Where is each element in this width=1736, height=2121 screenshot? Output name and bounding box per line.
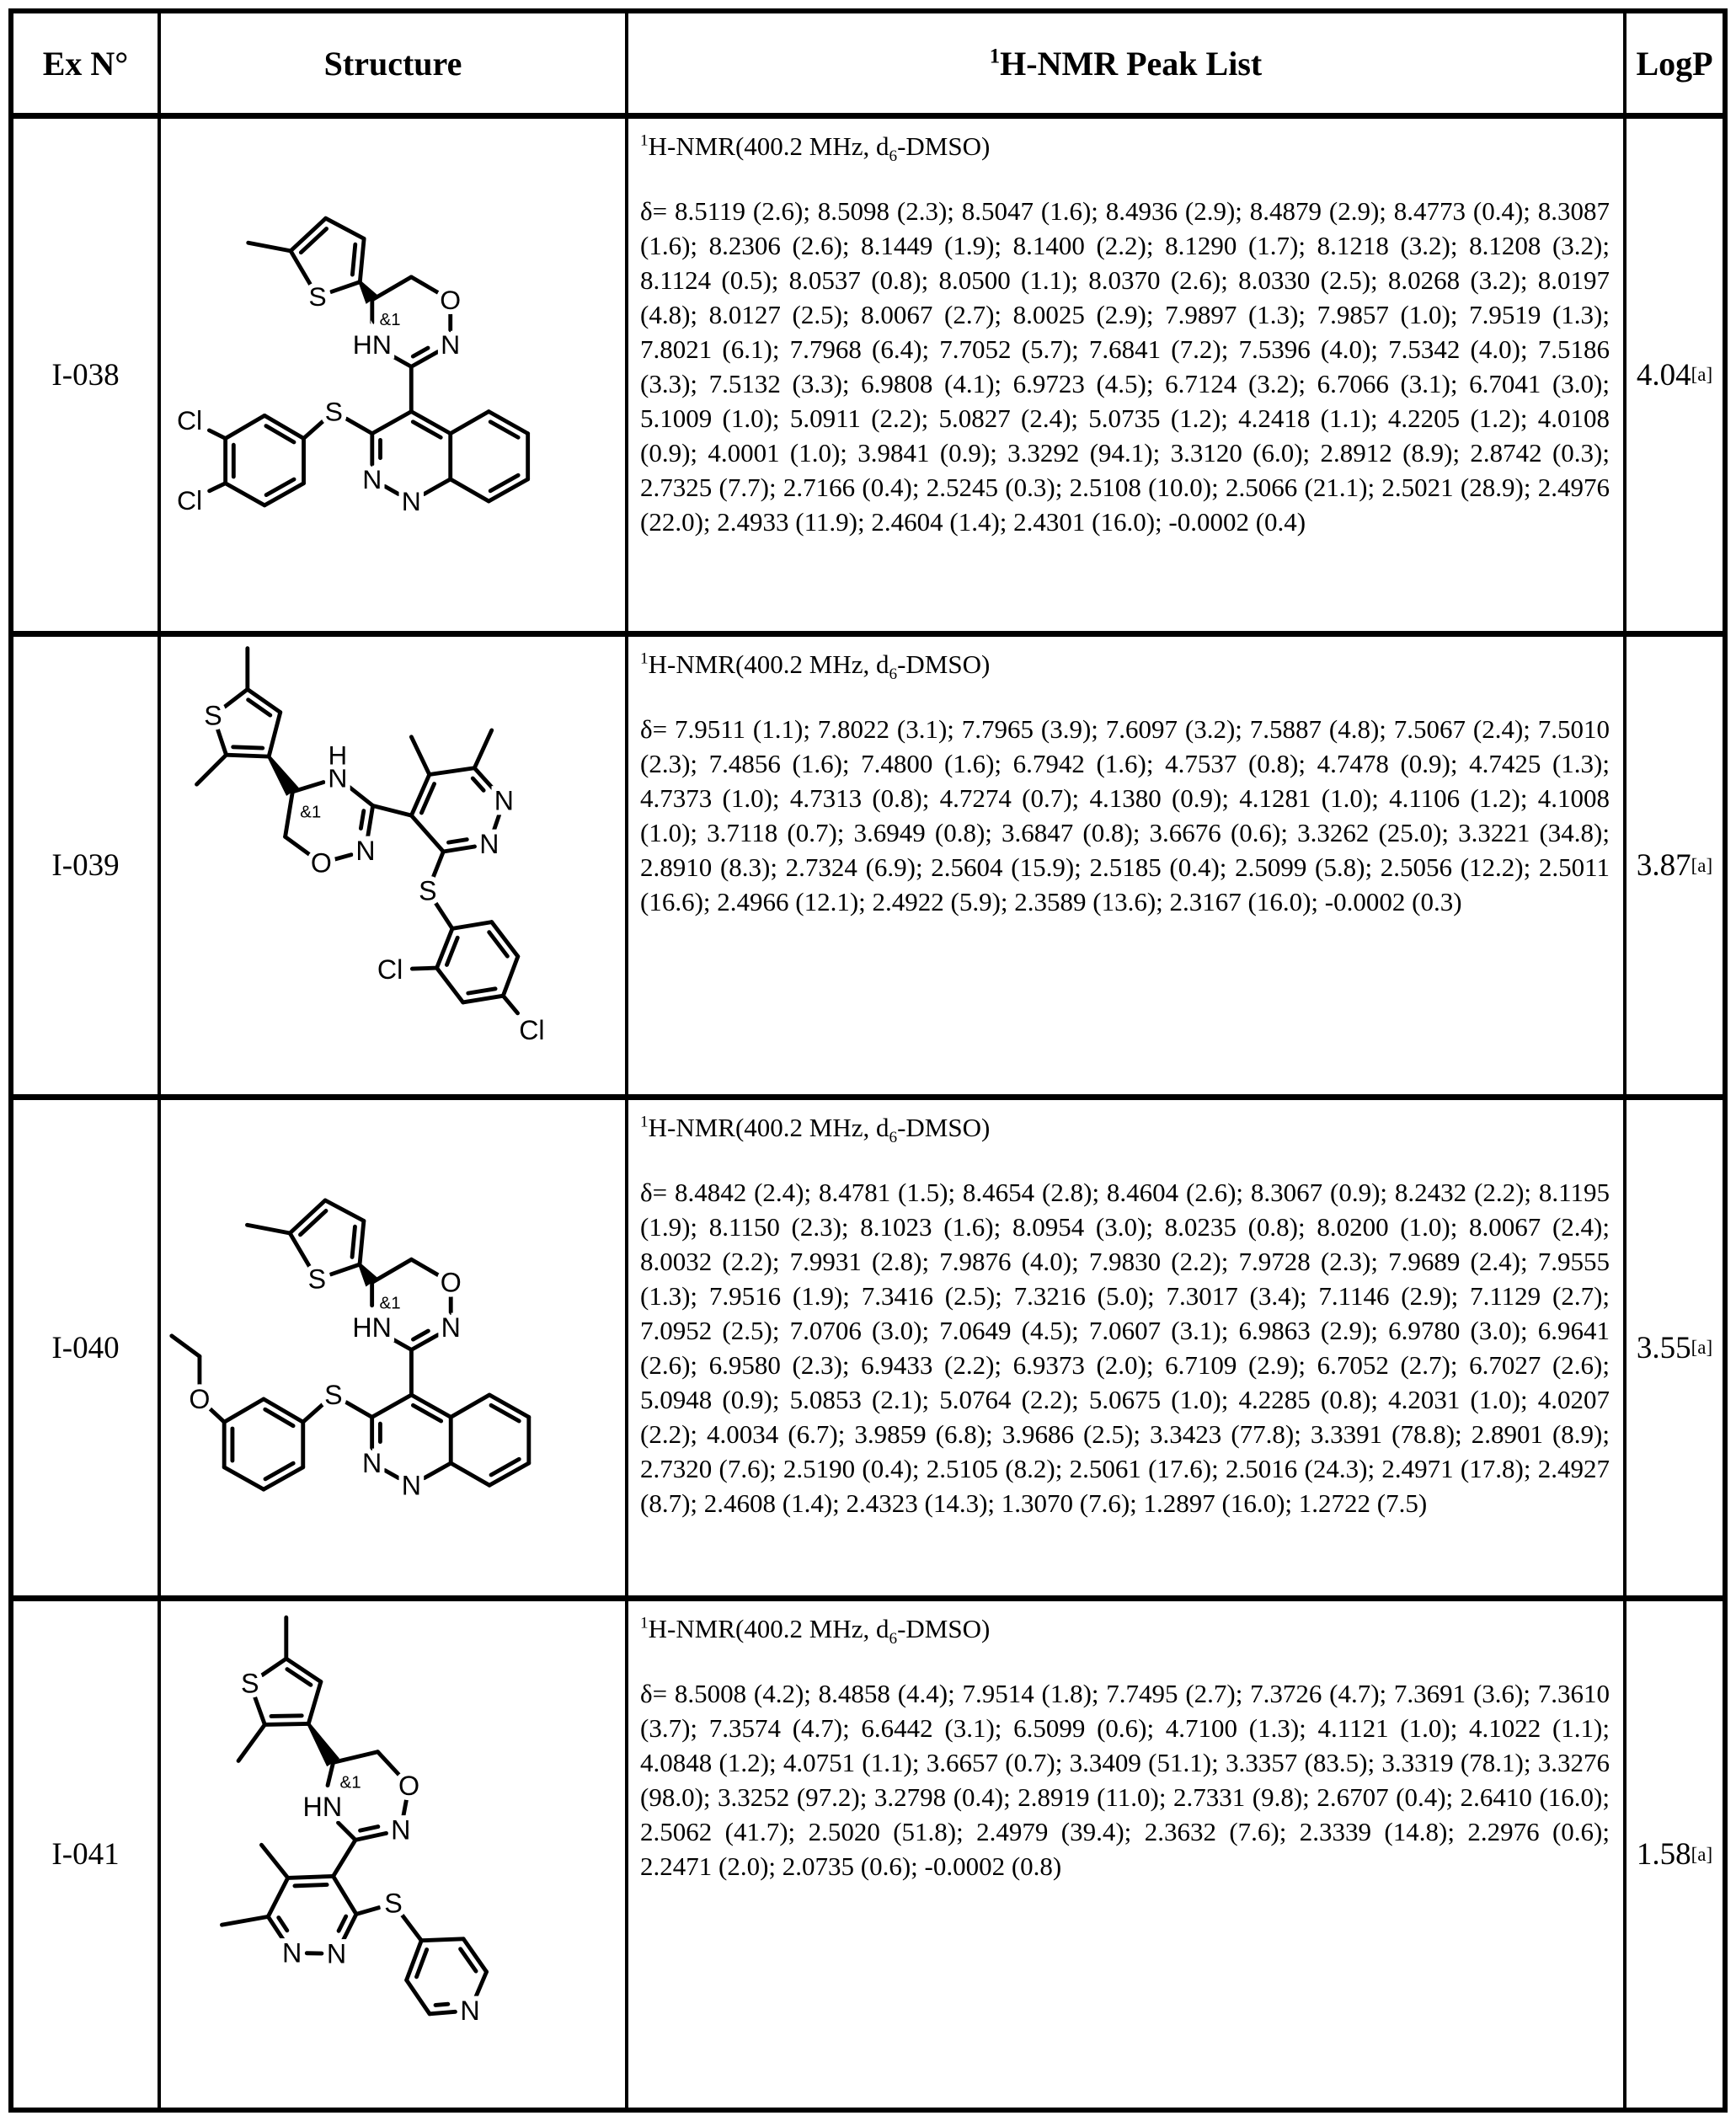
nmr-post: -DMSO) bbox=[897, 1113, 991, 1142]
header-logp: LogP bbox=[1626, 13, 1723, 119]
nmr-peaks: δ= 8.5119 (2.6); 8.5098 (2.3); 8.5047 (1.6); 8.4936 (2.9); 8.4879 (2.9); 8.4773 (0.4); 8.3087 (1.6); 8.2306 (2.6); 8.1449 (1.9); 8.1400 (2.2); 8.1290 (1.7); 8.1218 (3.2); 8.1208 (3.2); 8.1124 (0.5); 8.0537 (0.8); 8.0500 (1.1); 8.0370 (2.6); 8.0330 (2.5); 8.0268 (3.2); 8.0197 (4.8); 8.0127 (2.5); 8.0067 (2.7); 8.0025 (2.9); 7.9897 (1.3); 7.9857 (1.0); 7.9519 (1.3); 7.8021 (6.1); 7.7968 (6.4); 7.7052 (5.7); 7.6841 (7.2); 7.5396 (4.0); 7.5342 (4.0); 7.5186 (3.3); 7.5132 (3.3); 6.9808 (4.1); 6.9723 (4.5); 6.7124 (3.2); 6.7066 (3.1); 6.7041 (3.0); 5.1009 (1.0); 5.0911 (2.2); 5.0827 (2.4); 5.0735 (1.2); 4.2418 (1.1); 4.2205 (1.2); 4.0108 (0.9); 4.0001 (1.0); 3.9841 (0.9); 3.3292 (94.1); 3.3120 (6.0); 2.8912 (8.9); 2.8742 (0.3); 2.7325 (7.7); 2.7166 (0.4); 2.5245 (0.3); 2.5108 (10.0); 2.5066 (21.1); 2.5021 (28.9); 2.4976 (22.0); 2.4933 (11.9); 2.4604 (1.4); 2.4301 (16.0); -0.0002 (0.4) bbox=[640, 196, 1610, 537]
nmr-sub: 6 bbox=[889, 1129, 898, 1147]
svg-text:&1: &1 bbox=[300, 803, 322, 822]
svg-text:S: S bbox=[384, 1888, 403, 1919]
nmr-pre: H-NMR(400.2 MHz, d bbox=[648, 649, 889, 679]
svg-text:S: S bbox=[204, 700, 222, 731]
svg-text:N: N bbox=[281, 1937, 302, 1969]
svg-text:O: O bbox=[440, 1267, 462, 1298]
nmr-conditions bbox=[640, 1611, 1610, 1646]
svg-text:N: N bbox=[362, 463, 382, 494]
structure-cell bbox=[161, 637, 628, 1100]
svg-text:S: S bbox=[324, 396, 343, 427]
svg-text:Cl: Cl bbox=[176, 405, 203, 436]
nmr-post: -DMSO) bbox=[897, 1614, 991, 1643]
nmr-cell bbox=[628, 1100, 1626, 1601]
svg-text:&1: &1 bbox=[379, 1293, 401, 1313]
example-number: I-041 bbox=[13, 1601, 161, 2108]
molecule-i038 bbox=[164, 122, 622, 628]
svg-text:S: S bbox=[240, 1668, 259, 1699]
svg-text:S: S bbox=[324, 1380, 343, 1411]
svg-text:H: H bbox=[328, 740, 348, 771]
molecule-i041 bbox=[164, 1605, 622, 2104]
svg-text:N: N bbox=[460, 1995, 480, 2026]
svg-text:N: N bbox=[355, 835, 376, 866]
svg-text:S: S bbox=[308, 281, 327, 313]
nmr-sup: 1 bbox=[640, 131, 649, 150]
logp-number: 3.87 bbox=[1636, 848, 1691, 883]
nmr-conditions bbox=[640, 129, 1610, 166]
svg-text:S: S bbox=[307, 1264, 327, 1295]
molecule-i039 bbox=[164, 640, 622, 1091]
svg-text:N: N bbox=[401, 1470, 422, 1501]
svg-text:N: N bbox=[479, 829, 499, 860]
nmr-pre: H-NMR(400.2 MHz, d bbox=[648, 1113, 889, 1142]
header-nmr bbox=[628, 13, 1626, 119]
nmr-cell bbox=[628, 637, 1626, 1100]
header-nmr-text bbox=[990, 44, 1262, 83]
svg-text:N: N bbox=[494, 785, 514, 816]
nmr-peaks: δ= 7.9511 (1.1); 7.8022 (3.1); 7.7965 (3.9); 7.6097 (3.2); 7.5887 (4.8); 7.5067 (2.4); 7.5010 (2.3); 7.4856 (1.6); 7.4800 (1.6); 6.7942 (1.6); 4.7537 (0.8); 4.7478 (0.9); 4.7425 (1.3); 4.7373 (1.0); 4.7313 (0.8); 4.7274 (0.7); 4.1380 (0.9); 4.1281 (1.0); 4.1106 (1.2); 4.1008 (1.0); 3.7118 (0.7); 3.6949 (0.8); 3.6847 (0.8); 3.6676 (0.6); 3.3262 (25.0); 3.3221 (34.8); 2.8910 (8.3); 2.7324 (6.9); 2.5604 (15.9); 2.5185 (0.4); 2.5099 (5.8); 2.5056 (12.2); 2.5011 (16.6); 2.4966 (12.1); 2.4922 (5.9); 2.3589 (13.6); 2.3167 (16.0); -0.0002 (0.3) bbox=[640, 714, 1610, 916]
nmr-sub: 6 bbox=[889, 147, 898, 166]
header-structure: Structure bbox=[161, 13, 628, 119]
nmr-cell bbox=[628, 1601, 1626, 2108]
svg-text:O: O bbox=[189, 1383, 211, 1414]
logp-value: 1.58 [a] bbox=[1636, 1837, 1713, 1872]
svg-text:N: N bbox=[441, 329, 461, 361]
svg-text:HN: HN bbox=[352, 1312, 392, 1344]
svg-text:O: O bbox=[310, 847, 332, 879]
nmr-pre: H-NMR(400.2 MHz, d bbox=[648, 1614, 889, 1643]
svg-text:Cl: Cl bbox=[519, 1015, 545, 1046]
svg-text:&1: &1 bbox=[379, 311, 401, 330]
nmr-peaks: δ= 8.4842 (2.4); 8.4781 (1.5); 8.4654 (2.8); 8.4604 (2.6); 8.3067 (0.9); 8.2432 (2.2); 8.1195 (1.9); 8.1150 (2.3); 8.1023 (1.6); 8.0954 (3.0); 8.0235 (0.8); 8.0200 (1.0); 8.0067 (2.4); 8.0032 (2.2); 7.9931 (2.8); 7.9876 (4.0); 7.9830 (2.2); 7.9728 (2.3); 7.9689 (2.4); 7.9555 (1.3); 7.9516 (1.9); 7.3416 (2.5); 7.3216 (5.0); 7.3017 (3.4); 7.1146 (2.9); 7.1129 (2.7); 7.0952 (2.5); 7.0706 (3.0); 7.0649 (4.5); 7.0607 (3.1); 6.9863 (2.9); 6.9780 (3.0); 6.9641 (2.6); 6.9580 (2.3); 6.9433 (2.2); 6.9373 (2.0); 6.7109 (2.9); 6.7052 (2.7); 6.7027 (2.6); 5.0948 (0.9); 5.0853 (2.1); 5.0764 (2.2); 5.0675 (1.0); 4.2285 (0.8); 4.2031 (1.0); 4.0207 (2.2); 4.0034 (6.7); 3.9859 (6.8); 3.9686 (2.5); 3.3423 (77.8); 3.3391 (78.8); 2.8901 (8.9); 2.7320 (7.6); 2.5190 (0.4); 2.5105 (8.2); 2.5061 (17.6); 2.5016 (24.3); 2.4971 (17.8); 2.4927 (8.7); 2.4608 (1.4); 2.4323 (14.3); 1.3070 (7.6); 1.2897 (16.0); 1.2722 (7.5) bbox=[640, 1178, 1610, 1518]
logp-value: 3.55 [a] bbox=[1626, 1100, 1723, 1601]
structure-cell bbox=[161, 119, 628, 637]
nmr-post: -DMSO) bbox=[897, 131, 991, 161]
svg-text:O: O bbox=[398, 1770, 420, 1801]
svg-text:N: N bbox=[362, 1447, 382, 1478]
header-nmr-rest: H-NMR Peak List bbox=[1000, 44, 1263, 83]
svg-text:N: N bbox=[326, 1938, 347, 1969]
nmr-sup: 1 bbox=[640, 1113, 649, 1131]
structure-cell bbox=[161, 1601, 628, 2108]
nmr-cell bbox=[628, 119, 1626, 637]
svg-text:Cl: Cl bbox=[176, 485, 203, 516]
svg-text:HN: HN bbox=[302, 1792, 343, 1823]
logp-value: 3.87 [a] bbox=[1626, 637, 1723, 1100]
logp-number: 3.55 bbox=[1636, 1330, 1691, 1365]
svg-text:Cl: Cl bbox=[377, 954, 403, 986]
structure-cell bbox=[161, 1100, 628, 1601]
logp-value: 4.04 [a] bbox=[1626, 119, 1723, 637]
nmr-conditions bbox=[640, 647, 1610, 684]
logp-number: 1.58 bbox=[1636, 1837, 1691, 1872]
example-number: I-040 bbox=[13, 1100, 161, 1601]
svg-text:&1: &1 bbox=[339, 1772, 361, 1792]
svg-text:HN: HN bbox=[352, 329, 392, 361]
nmr-sup: 1 bbox=[640, 649, 649, 668]
compound-table bbox=[8, 8, 1728, 2113]
nmr-pre: H-NMR(400.2 MHz, d bbox=[648, 131, 889, 161]
nmr-peaks: δ= 8.5008 (4.2); 8.4858 (4.4); 7.9514 (1.8); 7.7495 (2.7); 7.3726 (4.7); 7.3691 (3.6); 7.3610 (3.7); 7.3574 (4.7); 6.6442 (3.1); 6.5099 (0.6); 4.7100 (1.3); 4.1121 (1.0); 4.1022 (1.1); 4.0848 (1.2); 4.0751 (1.1); 3.6657 (0.7); 3.3409 (51.1); 3.3357 (83.5); 3.3319 (78.1); 3.3276 (98.0); 3.3252 (97.2); 3.2798 (0.4); 2.8919 (11.0); 2.7331 (9.8); 2.6707 (0.4); 2.6410 (16.0); 2.5062 (41.7); 2.5020 (51.8); 2.4979 (39.4); 2.3632 (7.6); 2.3339 (14.8); 2.2976 (0.6); 2.2471 (2.0); 2.0735 (0.6); -0.0002 (0.8) bbox=[640, 1679, 1610, 1881]
svg-text:S: S bbox=[419, 875, 437, 906]
svg-text:N: N bbox=[328, 762, 348, 793]
nmr-sup: 1 bbox=[640, 1614, 649, 1632]
example-number: I-038 bbox=[13, 119, 161, 637]
nmr-post: -DMSO) bbox=[897, 649, 991, 679]
molecule-i040 bbox=[164, 1103, 622, 1592]
header-ex: Ex N° bbox=[13, 13, 161, 119]
svg-text:N: N bbox=[441, 1312, 461, 1344]
svg-text:N: N bbox=[401, 486, 421, 516]
nmr-sub: 6 bbox=[889, 1630, 898, 1648]
header-nmr-sup: 1 bbox=[989, 45, 1001, 68]
logp-number: 4.04 bbox=[1636, 357, 1691, 393]
svg-text:O: O bbox=[440, 284, 462, 315]
nmr-sub: 6 bbox=[889, 665, 898, 684]
nmr-conditions bbox=[640, 1110, 1610, 1145]
svg-text:N: N bbox=[391, 1814, 411, 1846]
example-number: I-039 bbox=[13, 637, 161, 1100]
